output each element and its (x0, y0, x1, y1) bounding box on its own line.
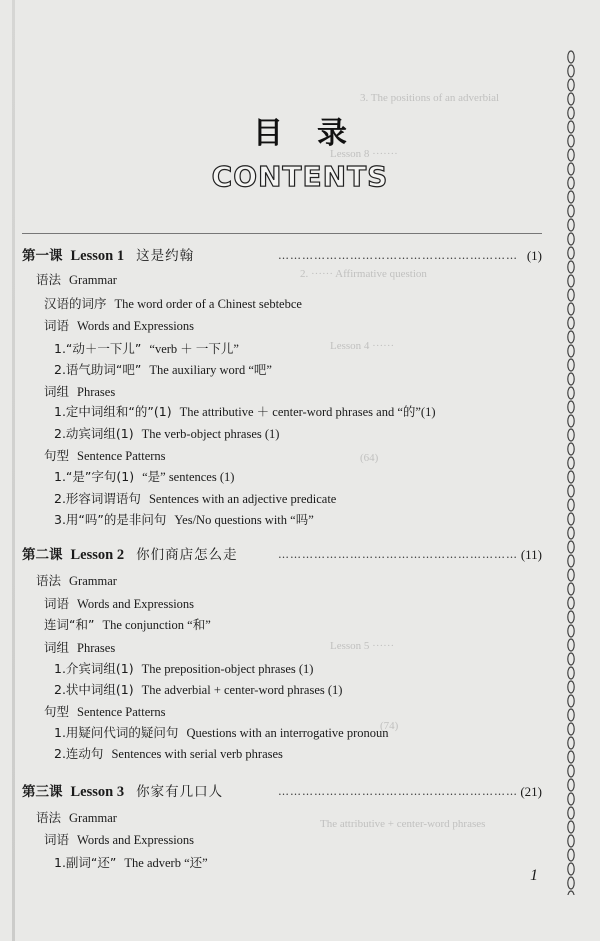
section-zh: 1.“是”字句(1) (54, 469, 135, 484)
toc-subentry[interactable] (54, 426, 279, 442)
section-zh: 2.动宾词组(1) (54, 426, 134, 441)
section-en: Sentences with an adjective predicate (148, 492, 337, 506)
toc-subentry[interactable] (54, 512, 314, 528)
leader-dots: …………………………………………………… (278, 249, 518, 262)
section-zh: 3.用“吗”的是非问句 (54, 512, 167, 527)
show-through-texture: 3. The positions of an adverbial Lesson 8 ······· 2. ······ Affirmative question Lesson 4 ······ (64) Lesson 5 ······ (74) The attributive + center-word phrases (300, 92, 500, 830)
title-english: CONTENTS (211, 160, 389, 193)
toc-subentry[interactable] (44, 296, 302, 312)
toc-subentry[interactable] (54, 469, 234, 485)
toc-subentry[interactable] (54, 855, 208, 871)
lesson-label-zh: 第二课 (22, 547, 63, 563)
toc-entry-lesson-2[interactable] (22, 547, 542, 563)
section-zh: 汉语的词序 (44, 296, 107, 311)
section-zh: 句型 (44, 704, 70, 719)
toc-subentry[interactable] (54, 746, 283, 762)
footer-page-number: 1 (530, 867, 538, 884)
section-en: Words and Expressions (77, 319, 195, 333)
section-zh: 词语 (44, 832, 70, 847)
lesson-label-en: Lesson 2 (70, 547, 125, 563)
toc-subentry[interactable] (54, 682, 342, 698)
section-zh: 2.语气助词“吧” (54, 362, 142, 377)
section-zh: 词语 (44, 318, 70, 333)
page-number: (11) (520, 547, 542, 562)
page-number: (21) (520, 784, 542, 799)
section-en: “verb ＋ 一下儿” (149, 342, 239, 356)
section-zh: 1.介宾词组(1) (54, 661, 134, 676)
section-zh: 词组 (44, 640, 70, 655)
contents-header (0, 108, 600, 193)
section-en: The auxiliary word “吧” (149, 363, 272, 377)
toc-subentry[interactable] (54, 491, 336, 507)
lesson-label-en: Lesson 3 (70, 784, 125, 800)
section-zh: 词语 (44, 596, 70, 611)
section-en: The verb-object phrases (1) (141, 427, 280, 441)
toc-entry-lesson-3[interactable] (22, 784, 542, 800)
section-zh: 连词“和” (44, 617, 95, 632)
toc-subentry[interactable] (54, 341, 239, 357)
section-en: Sentence Patterns (77, 449, 166, 463)
section-en: Questions with an interrogative pronoun (186, 726, 389, 740)
section-zh: 语法 (36, 810, 62, 825)
section-zh: 1.定中词组和“的”(1) (54, 404, 172, 419)
section-en: Phrases (77, 641, 116, 655)
toc-subentry[interactable] (44, 617, 211, 633)
toc-subentry[interactable] (44, 704, 166, 720)
section-en: The adverb “还” (124, 856, 208, 870)
section-en: The preposition-object phrases (1) (141, 662, 314, 676)
section-zh: 2.连动句 (54, 746, 104, 761)
toc-subentry[interactable] (36, 573, 117, 589)
page-number: (1) (526, 248, 542, 263)
toc-subentry[interactable] (54, 661, 313, 677)
section-en: Yes/No questions with “吗” (174, 513, 314, 527)
toc-subentry[interactable] (44, 640, 115, 656)
leader-dots: …………………………………………………… (278, 785, 518, 798)
toc-subentry[interactable] (36, 810, 117, 826)
section-zh: 1.副词“还” (54, 855, 117, 870)
toc-entry-lesson-1[interactable] (22, 248, 542, 264)
toc-subentry[interactable] (54, 725, 388, 741)
section-zh: 句型 (44, 448, 70, 463)
title-chinese: 目录 (253, 116, 381, 151)
lesson-title: 这是约翰 (136, 248, 195, 264)
lesson-title: 你家有几口人 (136, 784, 224, 800)
section-en: Grammar (69, 811, 117, 825)
toc-subentry[interactable] (44, 448, 166, 464)
section-en: “是” sentences (1) (142, 470, 235, 484)
section-en: Grammar (69, 273, 117, 287)
section-en: Grammar (69, 574, 117, 588)
section-zh: 1.用疑问代词的疑问句 (54, 725, 179, 740)
section-en: Sentences with serial verb phrases (111, 747, 283, 761)
lesson-label-zh: 第一课 (22, 248, 63, 264)
toc-subentry[interactable] (44, 384, 115, 400)
toc-subentry[interactable] (54, 404, 436, 420)
section-en: The word order of a Chinest sebtebce (114, 297, 302, 311)
toc-subentry[interactable] (36, 272, 117, 288)
section-zh: 语法 (36, 272, 62, 287)
section-en: The attributive ＋ center-word phrases and “的”(1) (179, 405, 436, 419)
section-zh: 2.形容词谓语句 (54, 491, 141, 506)
lesson-label-en: Lesson 1 (70, 248, 125, 264)
toc-subentry[interactable] (44, 318, 194, 334)
section-en: Words and Expressions (77, 833, 195, 847)
section-zh: 1.“动＋一下儿” (54, 341, 142, 356)
leader-dots: …………………………………………………… (278, 548, 518, 561)
section-en: The adverbial + center-word phrases (1) (141, 683, 343, 697)
toc-subentry[interactable] (54, 362, 272, 378)
lesson-title: 你们商店怎么走 (136, 547, 238, 563)
section-zh: 词组 (44, 384, 70, 399)
section-zh: 语法 (36, 573, 62, 588)
section-zh: 2.状中词组(1) (54, 682, 134, 697)
toc-subentry[interactable] (44, 596, 194, 612)
section-en: Words and Expressions (77, 597, 195, 611)
section-en: Sentence Patterns (77, 705, 166, 719)
section-en: The conjunction “和” (102, 618, 211, 632)
divider-line (22, 233, 542, 234)
section-en: Phrases (77, 385, 116, 399)
toc-subentry[interactable] (44, 832, 194, 848)
lesson-label-zh: 第三课 (22, 784, 63, 800)
